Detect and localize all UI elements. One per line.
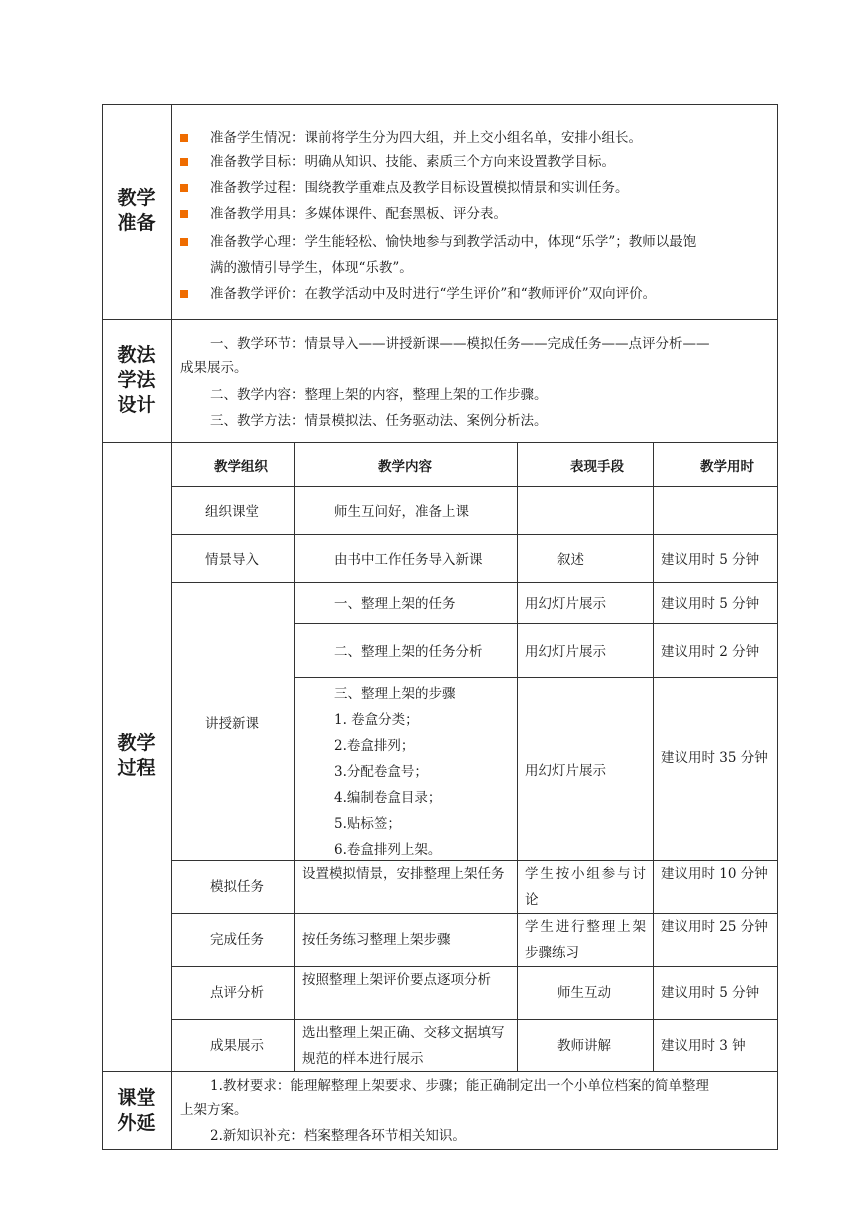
square-bullet-icon	[180, 290, 188, 298]
prep-item-text: 准备教学过程：围绕教学重难点及教学目标设置模拟情景和实训任务。	[210, 180, 629, 196]
section-label-text: 教学 准备	[117, 187, 156, 234]
section-divider	[102, 319, 778, 320]
square-bullet-icon	[180, 238, 188, 246]
method-line: 二、教学内容：整理上架的内容，整理上架的工作步骤。	[210, 387, 548, 403]
means-cell: 教师讲解	[557, 1038, 611, 1054]
method-line: 一、教学环节：情景导入——讲授新课——模拟任务——完成任务——点评分析——	[210, 336, 710, 352]
section-label-prep	[102, 186, 171, 236]
square-bullet-icon	[180, 184, 188, 192]
means-cell: 师生互动	[557, 985, 611, 1001]
section-label-text: 教法 学法 设计	[117, 344, 156, 416]
content-cell: 一、整理上架的任务	[334, 596, 456, 612]
square-bullet-icon	[180, 134, 188, 142]
col-divider	[653, 442, 654, 1071]
ext-line: 1.教材要求：能理解整理上架要求、步骤；能正确制定出一个小单位档案的简单整理	[210, 1078, 709, 1094]
means-cell: 用幻灯片展示	[525, 596, 606, 612]
method-line: 成果展示。	[180, 360, 248, 376]
content-cell: 二、整理上架的任务分析	[334, 644, 483, 660]
table-header: 表现手段	[570, 459, 624, 475]
prep-item-text: 准备教学目标：明确从知识、技能、素质三个方向来设置教学目标。	[210, 154, 615, 170]
time-cell: 建议用时 3 钟	[661, 1038, 746, 1054]
content-cell: 由书中工作任务导入新课	[334, 552, 483, 568]
col-divider	[517, 442, 518, 1071]
lesson-plan-table	[102, 104, 778, 1150]
border-right	[777, 104, 778, 1150]
label-column-divider	[171, 104, 172, 1150]
prep-item-text: 准备教学评价：在教学活动中及时进行“学生评价”和“教师评价”双向评价。	[210, 286, 657, 302]
step-item: 6.卷盒排列上架。	[334, 842, 442, 858]
square-bullet-icon	[180, 158, 188, 166]
row-divider	[294, 677, 778, 678]
section-divider	[102, 442, 778, 443]
time-cell: 建议用时 5 分钟	[661, 985, 760, 1001]
table-header: 教学用时	[700, 459, 754, 475]
row-divider	[171, 534, 778, 535]
border-left	[102, 104, 103, 1150]
time-cell: 建议用时 5 分钟	[661, 552, 760, 568]
step-item: 2.卷盒排列；	[334, 738, 415, 754]
prep-item-text: 准备学生情况：课前将学生分为四大组，并上交小组名单，安排小组长。	[210, 130, 642, 146]
section-label-process	[102, 731, 171, 781]
org-cell: 讲授新课	[205, 716, 259, 732]
content-cell: 设置模拟情景，安排整理上架任务	[302, 866, 505, 882]
row-divider	[171, 582, 778, 583]
col-divider	[294, 442, 295, 1071]
time-cell: 建议用时 25 分钟	[661, 919, 768, 935]
content-cell: 按照整理上架评价要点逐项分析	[302, 972, 491, 988]
org-cell: 组织课堂	[205, 504, 259, 520]
means-cell: 学生按小组参与讨论	[525, 866, 646, 908]
method-line: 三、教学方法：情景模拟法、任务驱动法、案例分析法。	[210, 413, 548, 429]
section-label-ext	[102, 1086, 171, 1136]
border-bottom	[102, 1149, 778, 1150]
means-cell: 用幻灯片展示	[525, 763, 606, 779]
row-divider	[294, 623, 778, 624]
step-item: 3.分配卷盒号；	[334, 764, 428, 780]
section-label-text: 教学 过程	[117, 732, 156, 779]
step-item: 5.贴标签；	[334, 816, 401, 832]
time-cell: 建议用时 2 分钟	[661, 644, 760, 660]
table-header: 教学组织	[214, 459, 268, 475]
means-cell: 叙述	[557, 552, 584, 568]
ext-line: 2.新知识补充：档案整理各环节相关知识。	[210, 1128, 466, 1144]
time-cell: 建议用时 10 分钟	[661, 866, 768, 882]
means-cell: 学生进行整理上架步骤练习	[525, 919, 646, 961]
org-cell: 情景导入	[205, 552, 259, 568]
square-bullet-icon	[180, 210, 188, 218]
row-divider	[171, 486, 778, 487]
content-cell: 师生互问好，准备上课	[334, 504, 469, 520]
step-item: 4.编制卷盒目录；	[334, 790, 442, 806]
prep-item-text: 准备教学用具：多媒体课件、配套黑板、评分表。	[210, 206, 507, 222]
table-header: 教学内容	[378, 459, 432, 475]
org-cell: 成果展示	[210, 1038, 264, 1054]
section-label-method	[102, 343, 171, 418]
border-top	[102, 104, 778, 105]
prep-item-text: 准备教学心理：学生能轻松、愉快地参与到教学活动中，体现“乐学”；教师以最饱	[210, 234, 697, 250]
org-cell: 完成任务	[210, 932, 264, 948]
org-cell: 模拟任务	[210, 879, 264, 895]
means-cell: 用幻灯片展示	[525, 644, 606, 660]
time-cell: 建议用时 5 分钟	[661, 596, 760, 612]
section-label-text: 课堂 外延	[117, 1087, 156, 1134]
org-cell: 点评分析	[210, 985, 264, 1001]
ext-line: 上架方案。	[180, 1102, 248, 1118]
prep-item-text: 满的激情引导学生，体现“乐教”。	[210, 260, 413, 276]
content-cell: 选出整理上架正确、交移文据填写规范的样本进行展示	[302, 1025, 505, 1067]
content-cell: 按任务练习整理上架步骤	[302, 932, 451, 948]
step-item: 1. 卷盒分类；	[334, 712, 419, 728]
time-cell: 建议用时 35 分钟	[661, 750, 768, 766]
content-cell: 三、整理上架的步骤	[334, 686, 456, 702]
